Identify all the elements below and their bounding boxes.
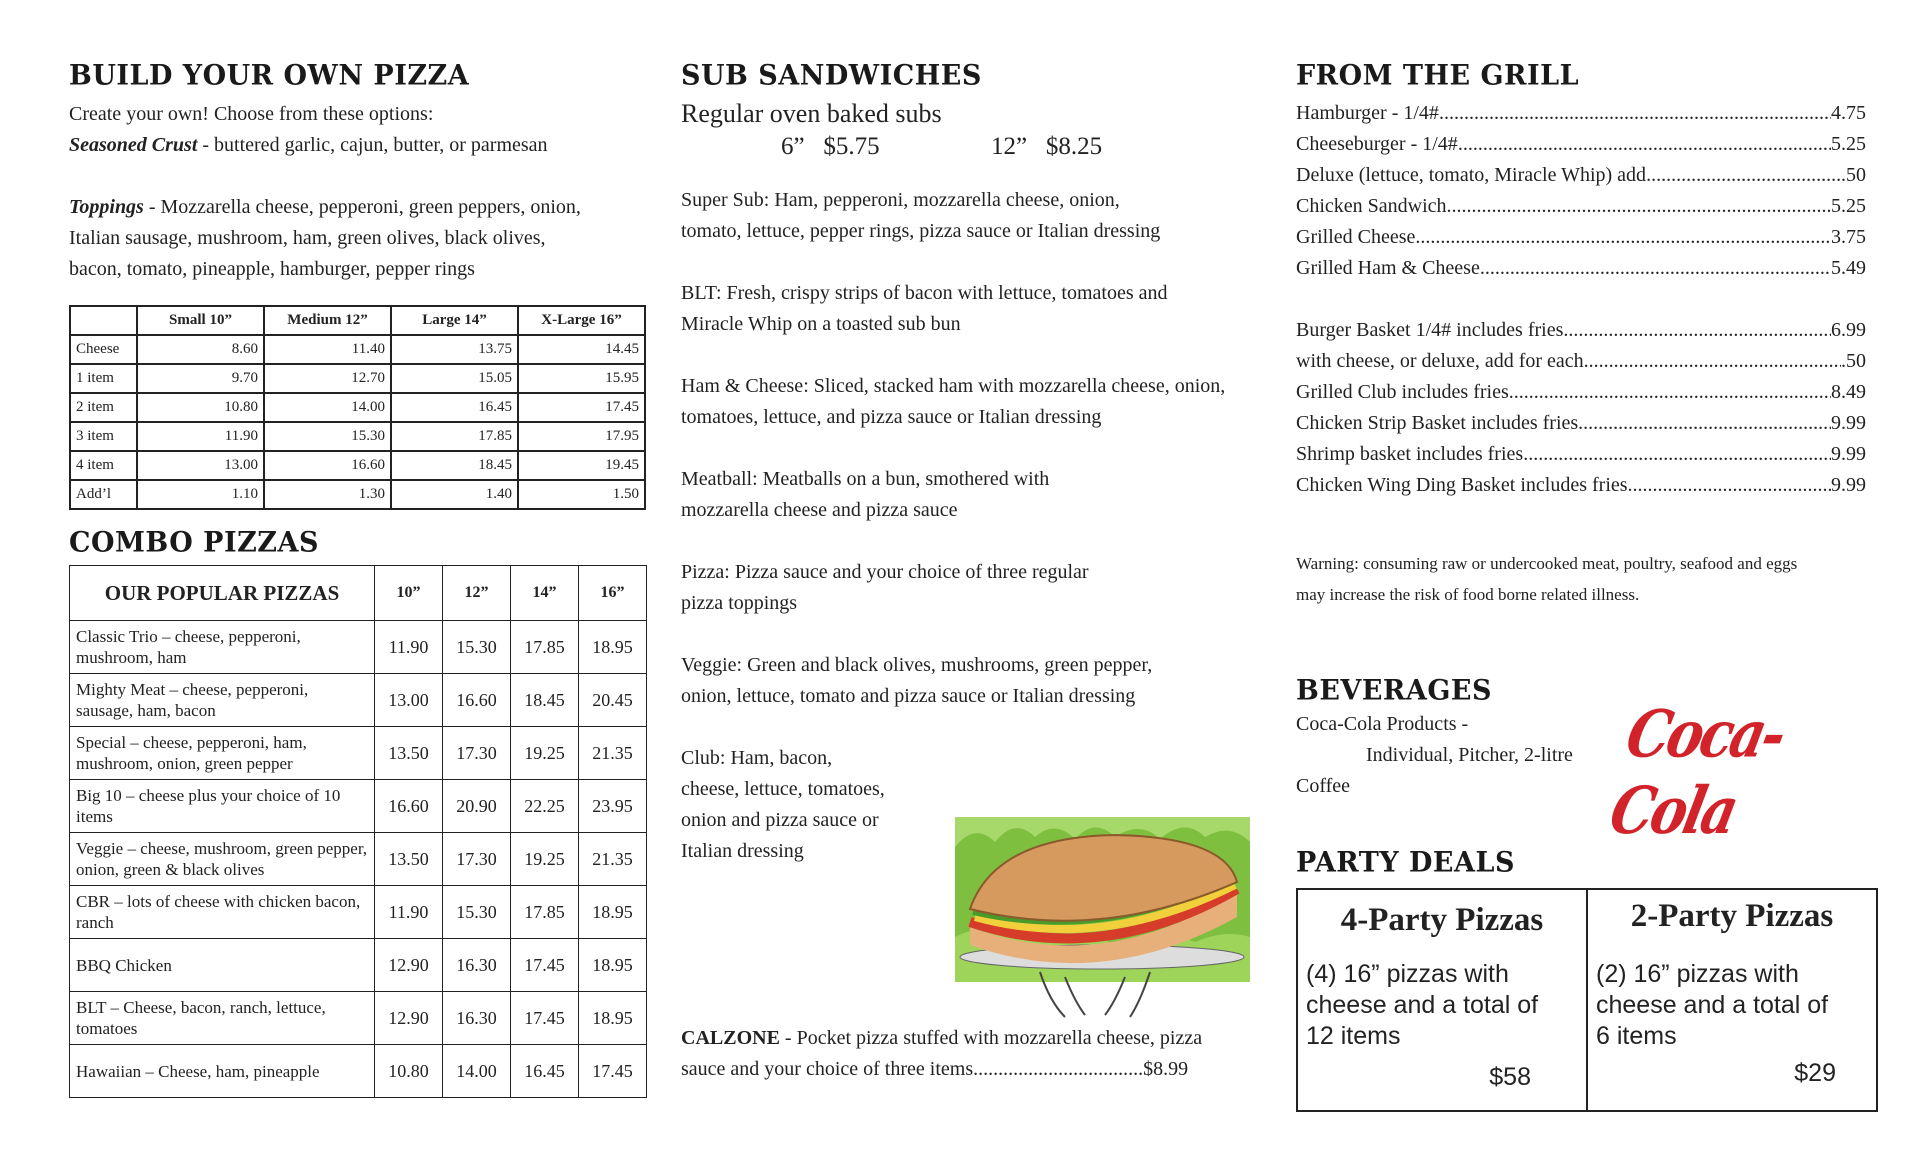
subs-heading: SUB SANDWICHES xyxy=(681,59,982,92)
row-label: 4 item xyxy=(70,451,137,480)
list-item xyxy=(1296,129,1866,160)
price-cell: 15.95 xyxy=(518,364,645,393)
price-cell: 13.50 xyxy=(375,727,443,780)
leader-dots xyxy=(1458,129,1831,160)
leader-dots xyxy=(1646,160,1841,191)
pizza-name: Big 10 – cheese plus your choice of 10 items xyxy=(70,780,375,833)
price-cell: 1.40 xyxy=(391,480,518,509)
item-name: Chicken Strip Basket includes fries xyxy=(1296,412,1579,434)
price-cell: 16.60 xyxy=(375,780,443,833)
item-price: .50 xyxy=(1841,164,1866,186)
price-cell: 17.85 xyxy=(511,886,579,939)
row-label: Add’l xyxy=(70,480,137,509)
pizza-name: Hawaiian – Cheese, ham, pineapple xyxy=(70,1045,375,1098)
price-cell: 19.25 xyxy=(511,727,579,780)
sub-sandwich-illustration xyxy=(955,817,1250,1022)
leader-dots xyxy=(1563,315,1831,346)
list-item xyxy=(1296,470,1866,501)
table-row xyxy=(70,480,645,509)
price-cell: 1.10 xyxy=(137,480,264,509)
price-cell: 18.95 xyxy=(579,939,647,992)
ham-cheese-line2: tomatoes, lettuce, and pizza sauce or Italian dressing xyxy=(681,406,1102,428)
party-deal-price: $58 xyxy=(1489,1063,1531,1091)
price-cell: 9.70 xyxy=(137,364,264,393)
table-row xyxy=(70,422,645,451)
item-name: Grilled Ham & Cheese xyxy=(1296,257,1480,279)
calzone-section xyxy=(681,1023,1281,1085)
item-price: 9.99 xyxy=(1831,443,1866,465)
warning-note xyxy=(1296,548,1797,610)
price-cell: 15.30 xyxy=(264,422,391,451)
list-item xyxy=(1296,253,1866,284)
beverage-line1: Coca-Cola Products - xyxy=(1296,713,1469,735)
item-name: Chicken Sandwich xyxy=(1296,195,1447,217)
sub-price-6: 6” $5.75 xyxy=(781,133,880,160)
row-label: Cheese xyxy=(70,335,137,364)
item-name: with cheese, or deluxe, add for each xyxy=(1296,350,1584,372)
blt-line1: BLT: Fresh, crispy strips of bacon with lettuce, tomatoes and xyxy=(681,282,1168,304)
ham-cheese-line1: Ham & Cheese: Sliced, stacked ham with mozzarella cheese, onion, xyxy=(681,375,1226,397)
price-cell: 16.60 xyxy=(443,674,511,727)
price-cell: 17.45 xyxy=(511,939,579,992)
party-deals-heading: PARTY DEALS xyxy=(1296,846,1515,879)
price-cell: 20.90 xyxy=(443,780,511,833)
crust-line xyxy=(69,130,581,161)
price-cell: 18.95 xyxy=(579,621,647,674)
blt-line2: Miracle Whip on a toasted sub bun xyxy=(681,313,961,335)
price-cell: 20.45 xyxy=(579,674,647,727)
beverages-heading: BEVERAGES xyxy=(1296,674,1492,707)
super-sub-line1: Super Sub: Ham, pepperoni, mozzarella cheese, onion, xyxy=(681,189,1120,211)
party-deals-box xyxy=(1296,888,1878,1112)
pizza-sub-line1: Pizza: Pizza sauce and your choice of three regular xyxy=(681,561,1089,583)
price-cell: 17.30 xyxy=(443,727,511,780)
party-deal-title: 4-Party Pizzas xyxy=(1340,902,1544,938)
item-name: Hamburger - 1/4# xyxy=(1296,102,1439,124)
combo-table-header xyxy=(70,566,647,621)
price-cell: 17.45 xyxy=(579,1045,647,1098)
meatball-line1: Meatball: Meatballs on a bun, smothered with xyxy=(681,468,1050,490)
table-row xyxy=(70,393,645,422)
price-cell: 13.50 xyxy=(375,833,443,886)
crust-options: - buttered garlic, cajun, butter, or parmesan xyxy=(197,134,548,156)
row-label: 2 item xyxy=(70,393,137,422)
price-cell: 16.30 xyxy=(443,939,511,992)
leader-dots xyxy=(1480,253,1831,284)
table-row xyxy=(70,939,647,992)
table-row xyxy=(70,364,645,393)
build-pizza-heading: BUILD YOUR OWN PIZZA xyxy=(69,59,470,92)
party-deal-2 xyxy=(1586,890,1876,1110)
item-price: 5.25 xyxy=(1831,133,1866,155)
leader-dots xyxy=(1578,408,1831,439)
item-price: 3.75 xyxy=(1831,226,1866,248)
list-item xyxy=(1296,408,1866,439)
leader-dots xyxy=(1628,470,1831,501)
price-cell: 12.90 xyxy=(375,992,443,1045)
grill-heading: FROM THE GRILL xyxy=(1296,59,1580,92)
pizza-name: Classic Trio – cheese, pepperoni, mushroom, ham xyxy=(70,621,375,674)
row-label: 3 item xyxy=(70,422,137,451)
list-item xyxy=(1296,377,1866,408)
table-row xyxy=(70,451,645,480)
beverage-line2: Individual, Pitcher, 2-litre xyxy=(1366,744,1573,766)
party-deal-desc-line: (4) 16” pizzas with xyxy=(1306,960,1509,988)
grill-list-2 xyxy=(1296,315,1866,501)
leader-dots xyxy=(1584,346,1841,377)
table-row xyxy=(70,886,647,939)
table-row xyxy=(70,674,647,727)
price-cell: 18.45 xyxy=(511,674,579,727)
party-deal-desc-line: (2) 16” pizzas with xyxy=(1596,960,1799,988)
item-price: 5.25 xyxy=(1831,195,1866,217)
build-intro: Create your own! Choose from these options: xyxy=(69,103,434,125)
price-cell: 16.60 xyxy=(264,451,391,480)
item-price: 4.75 xyxy=(1831,102,1866,124)
price-cell: 12.90 xyxy=(375,939,443,992)
party-deal-desc-line: cheese and a total of xyxy=(1596,991,1829,1019)
leader-dots xyxy=(1509,377,1831,408)
beverage-line3: Coffee xyxy=(1296,775,1351,797)
leader-dots xyxy=(1523,439,1831,470)
list-item xyxy=(1296,222,1866,253)
subs-section xyxy=(681,60,1271,867)
combo-header-12: 12” xyxy=(443,566,511,621)
party-deal-desc-line: cheese and a total of xyxy=(1306,991,1539,1019)
calzone-label: CALZONE xyxy=(681,1027,780,1049)
price-cell: 11.90 xyxy=(375,886,443,939)
size-header-blank xyxy=(70,306,137,335)
list-item xyxy=(1296,315,1866,346)
toppings-text-1: - Mozzarella cheese, pepperoni, green peppers, onion, xyxy=(143,196,581,218)
price-cell: 22.25 xyxy=(511,780,579,833)
beverages-list xyxy=(1296,709,1573,802)
combo-header-10: 10” xyxy=(375,566,443,621)
price-cell: 21.35 xyxy=(579,727,647,780)
item-price: 5.49 xyxy=(1831,257,1866,279)
table-row xyxy=(70,833,647,886)
size-header-xlarge: X-Large 16” xyxy=(518,306,645,335)
pizza-name: Veggie – cheese, mushroom, green pepper, onion, green & black olives xyxy=(70,833,375,886)
toppings-text-3: bacon, tomato, pineapple, hamburger, pepper rings xyxy=(69,258,475,280)
pizza-name: Special – cheese, pepperoni, ham, mushroom, onion, green pepper xyxy=(70,727,375,780)
crust-label: Seasoned Crust xyxy=(69,134,198,156)
list-item xyxy=(1296,160,1866,191)
table-row xyxy=(70,335,645,364)
toppings-text-2: Italian sausage, mushroom, ham, green olives, black olives, xyxy=(69,227,546,249)
party-deal-price: $29 xyxy=(1794,1059,1836,1087)
row-label: 1 item xyxy=(70,364,137,393)
price-cell: 17.45 xyxy=(518,393,645,422)
price-cell: 13.00 xyxy=(137,451,264,480)
veggie-sub-line1: Veggie: Green and black olives, mushrooms, green pepper, xyxy=(681,654,1153,676)
price-cell: 13.75 xyxy=(391,335,518,364)
price-cell: 18.45 xyxy=(391,451,518,480)
build-your-own-section xyxy=(69,60,581,285)
price-cell: 10.80 xyxy=(375,1045,443,1098)
size-header-large: Large 14” xyxy=(391,306,518,335)
price-cell: 14.00 xyxy=(264,393,391,422)
size-table-header xyxy=(70,306,645,335)
item-price: .50 xyxy=(1841,350,1866,372)
list-item xyxy=(1296,191,1866,222)
size-price-table xyxy=(69,305,646,510)
price-cell: 17.85 xyxy=(391,422,518,451)
price-cell: 16.45 xyxy=(511,1045,579,1098)
price-cell: 18.95 xyxy=(579,992,647,1045)
combo-heading: COMBO PIZZAS xyxy=(69,526,319,559)
price-cell: 19.45 xyxy=(518,451,645,480)
toppings-line xyxy=(69,192,581,223)
price-cell: 14.45 xyxy=(518,335,645,364)
item-name: Grilled Club includes fries xyxy=(1296,381,1509,403)
pizza-name: BLT – Cheese, bacon, ranch, lettuce, tomatoes xyxy=(70,992,375,1045)
price-cell: 23.95 xyxy=(579,780,647,833)
size-header-small: Small 10” xyxy=(137,306,264,335)
price-cell: 16.45 xyxy=(391,393,518,422)
party-deal-4 xyxy=(1298,890,1586,1110)
grill-list-1 xyxy=(1296,98,1866,284)
table-row xyxy=(70,780,647,833)
item-name: Cheeseburger - 1/4# xyxy=(1296,133,1458,155)
party-deal-desc-line: 6 items xyxy=(1596,1022,1677,1050)
coca-cola-logo-text: Coca-Cola xyxy=(1603,695,1791,849)
price-cell: 21.35 xyxy=(579,833,647,886)
party-deal-desc xyxy=(1588,959,1876,1052)
price-cell: 13.00 xyxy=(375,674,443,727)
meatball-line2: mozzarella cheese and pizza sauce xyxy=(681,499,958,521)
list-item xyxy=(1296,98,1866,129)
calzone-desc: - Pocket pizza stuffed with mozzarella cheese, pizza xyxy=(779,1027,1203,1049)
leader-dots xyxy=(1447,191,1831,222)
pizza-name: BBQ Chicken xyxy=(70,939,375,992)
price-cell: 12.70 xyxy=(264,364,391,393)
pizza-name: Mighty Meat – cheese, pepperoni, sausage, ham, bacon xyxy=(70,674,375,727)
combo-header-14: 14” xyxy=(511,566,579,621)
price-cell: 17.85 xyxy=(511,621,579,674)
item-name: Chicken Wing Ding Basket includes fries xyxy=(1296,474,1628,496)
item-price: 9.99 xyxy=(1831,412,1866,434)
coca-cola-logo xyxy=(1603,695,1830,849)
warning-line1: Warning: consuming raw or undercooked meat, poultry, seafood and eggs xyxy=(1296,554,1798,573)
item-name: Shrimp basket includes fries xyxy=(1296,443,1524,465)
price-cell: 10.80 xyxy=(137,393,264,422)
price-cell: 14.00 xyxy=(443,1045,511,1098)
table-row xyxy=(70,1045,647,1098)
leader-dots xyxy=(1439,98,1831,129)
super-sub-line2: tomato, lettuce, pepper rings, pizza sauce or Italian dressing xyxy=(681,220,1161,242)
table-row xyxy=(70,727,647,780)
size-header-medium: Medium 12” xyxy=(264,306,391,335)
price-cell: 17.45 xyxy=(511,992,579,1045)
price-cell: 19.25 xyxy=(511,833,579,886)
price-cell: 1.50 xyxy=(518,480,645,509)
combo-header-16: 16” xyxy=(579,566,647,621)
price-cell: 11.40 xyxy=(264,335,391,364)
veggie-sub-line2: onion, lettuce, tomato and pizza sauce or Italian dressing xyxy=(681,685,1136,707)
combo-header-name: OUR POPULAR PIZZAS xyxy=(70,566,375,621)
item-name: Grilled Cheese xyxy=(1296,226,1416,248)
sub-price-12: 12” $8.25 xyxy=(991,133,1103,160)
item-name: Deluxe (lettuce, tomato, Miracle Whip) add xyxy=(1296,164,1647,186)
subs-subtitle: Regular oven baked subs xyxy=(681,99,942,128)
club-line1: Club: Ham, bacon, xyxy=(681,747,833,769)
party-deal-desc-line: 12 items xyxy=(1306,1022,1401,1050)
list-item xyxy=(1296,346,1866,377)
calzone-line2: sauce and your choice of three items..................................$8.99 xyxy=(681,1058,1189,1080)
list-item xyxy=(1296,439,1866,470)
price-cell: 16.30 xyxy=(443,992,511,1045)
club-line2: cheese, lettuce, tomatoes, xyxy=(681,778,885,800)
leader-dots xyxy=(1415,222,1831,253)
calzone-line1 xyxy=(681,1023,1281,1054)
party-deal-desc xyxy=(1298,959,1586,1052)
price-cell: 15.05 xyxy=(391,364,518,393)
price-cell: 18.95 xyxy=(579,886,647,939)
price-cell: 8.60 xyxy=(137,335,264,364)
club-line3: onion and pizza sauce or xyxy=(681,809,879,831)
item-name: Burger Basket 1/4# includes fries xyxy=(1296,319,1564,341)
item-price: 6.99 xyxy=(1831,319,1866,341)
price-cell: 15.30 xyxy=(443,621,511,674)
party-deal-title: 2-Party Pizzas xyxy=(1630,898,1834,934)
item-price: 8.49 xyxy=(1831,381,1866,403)
price-cell: 15.30 xyxy=(443,886,511,939)
warning-line2: may increase the risk of food borne related illness. xyxy=(1296,585,1640,604)
price-cell: 11.90 xyxy=(375,621,443,674)
table-row xyxy=(70,621,647,674)
pizza-sub-line2: pizza toppings xyxy=(681,592,798,614)
combo-pizza-table xyxy=(69,565,647,1098)
table-row xyxy=(70,992,647,1045)
price-cell: 1.30 xyxy=(264,480,391,509)
price-cell: 17.95 xyxy=(518,422,645,451)
subs-prices xyxy=(681,130,1271,163)
club-line4: Italian dressing xyxy=(681,840,804,862)
toppings-label: Toppings xyxy=(69,196,144,218)
item-price: 9.99 xyxy=(1831,474,1866,496)
pizza-name: CBR – lots of cheese with chicken bacon, ranch xyxy=(70,886,375,939)
price-cell: 11.90 xyxy=(137,422,264,451)
price-cell: 17.30 xyxy=(443,833,511,886)
